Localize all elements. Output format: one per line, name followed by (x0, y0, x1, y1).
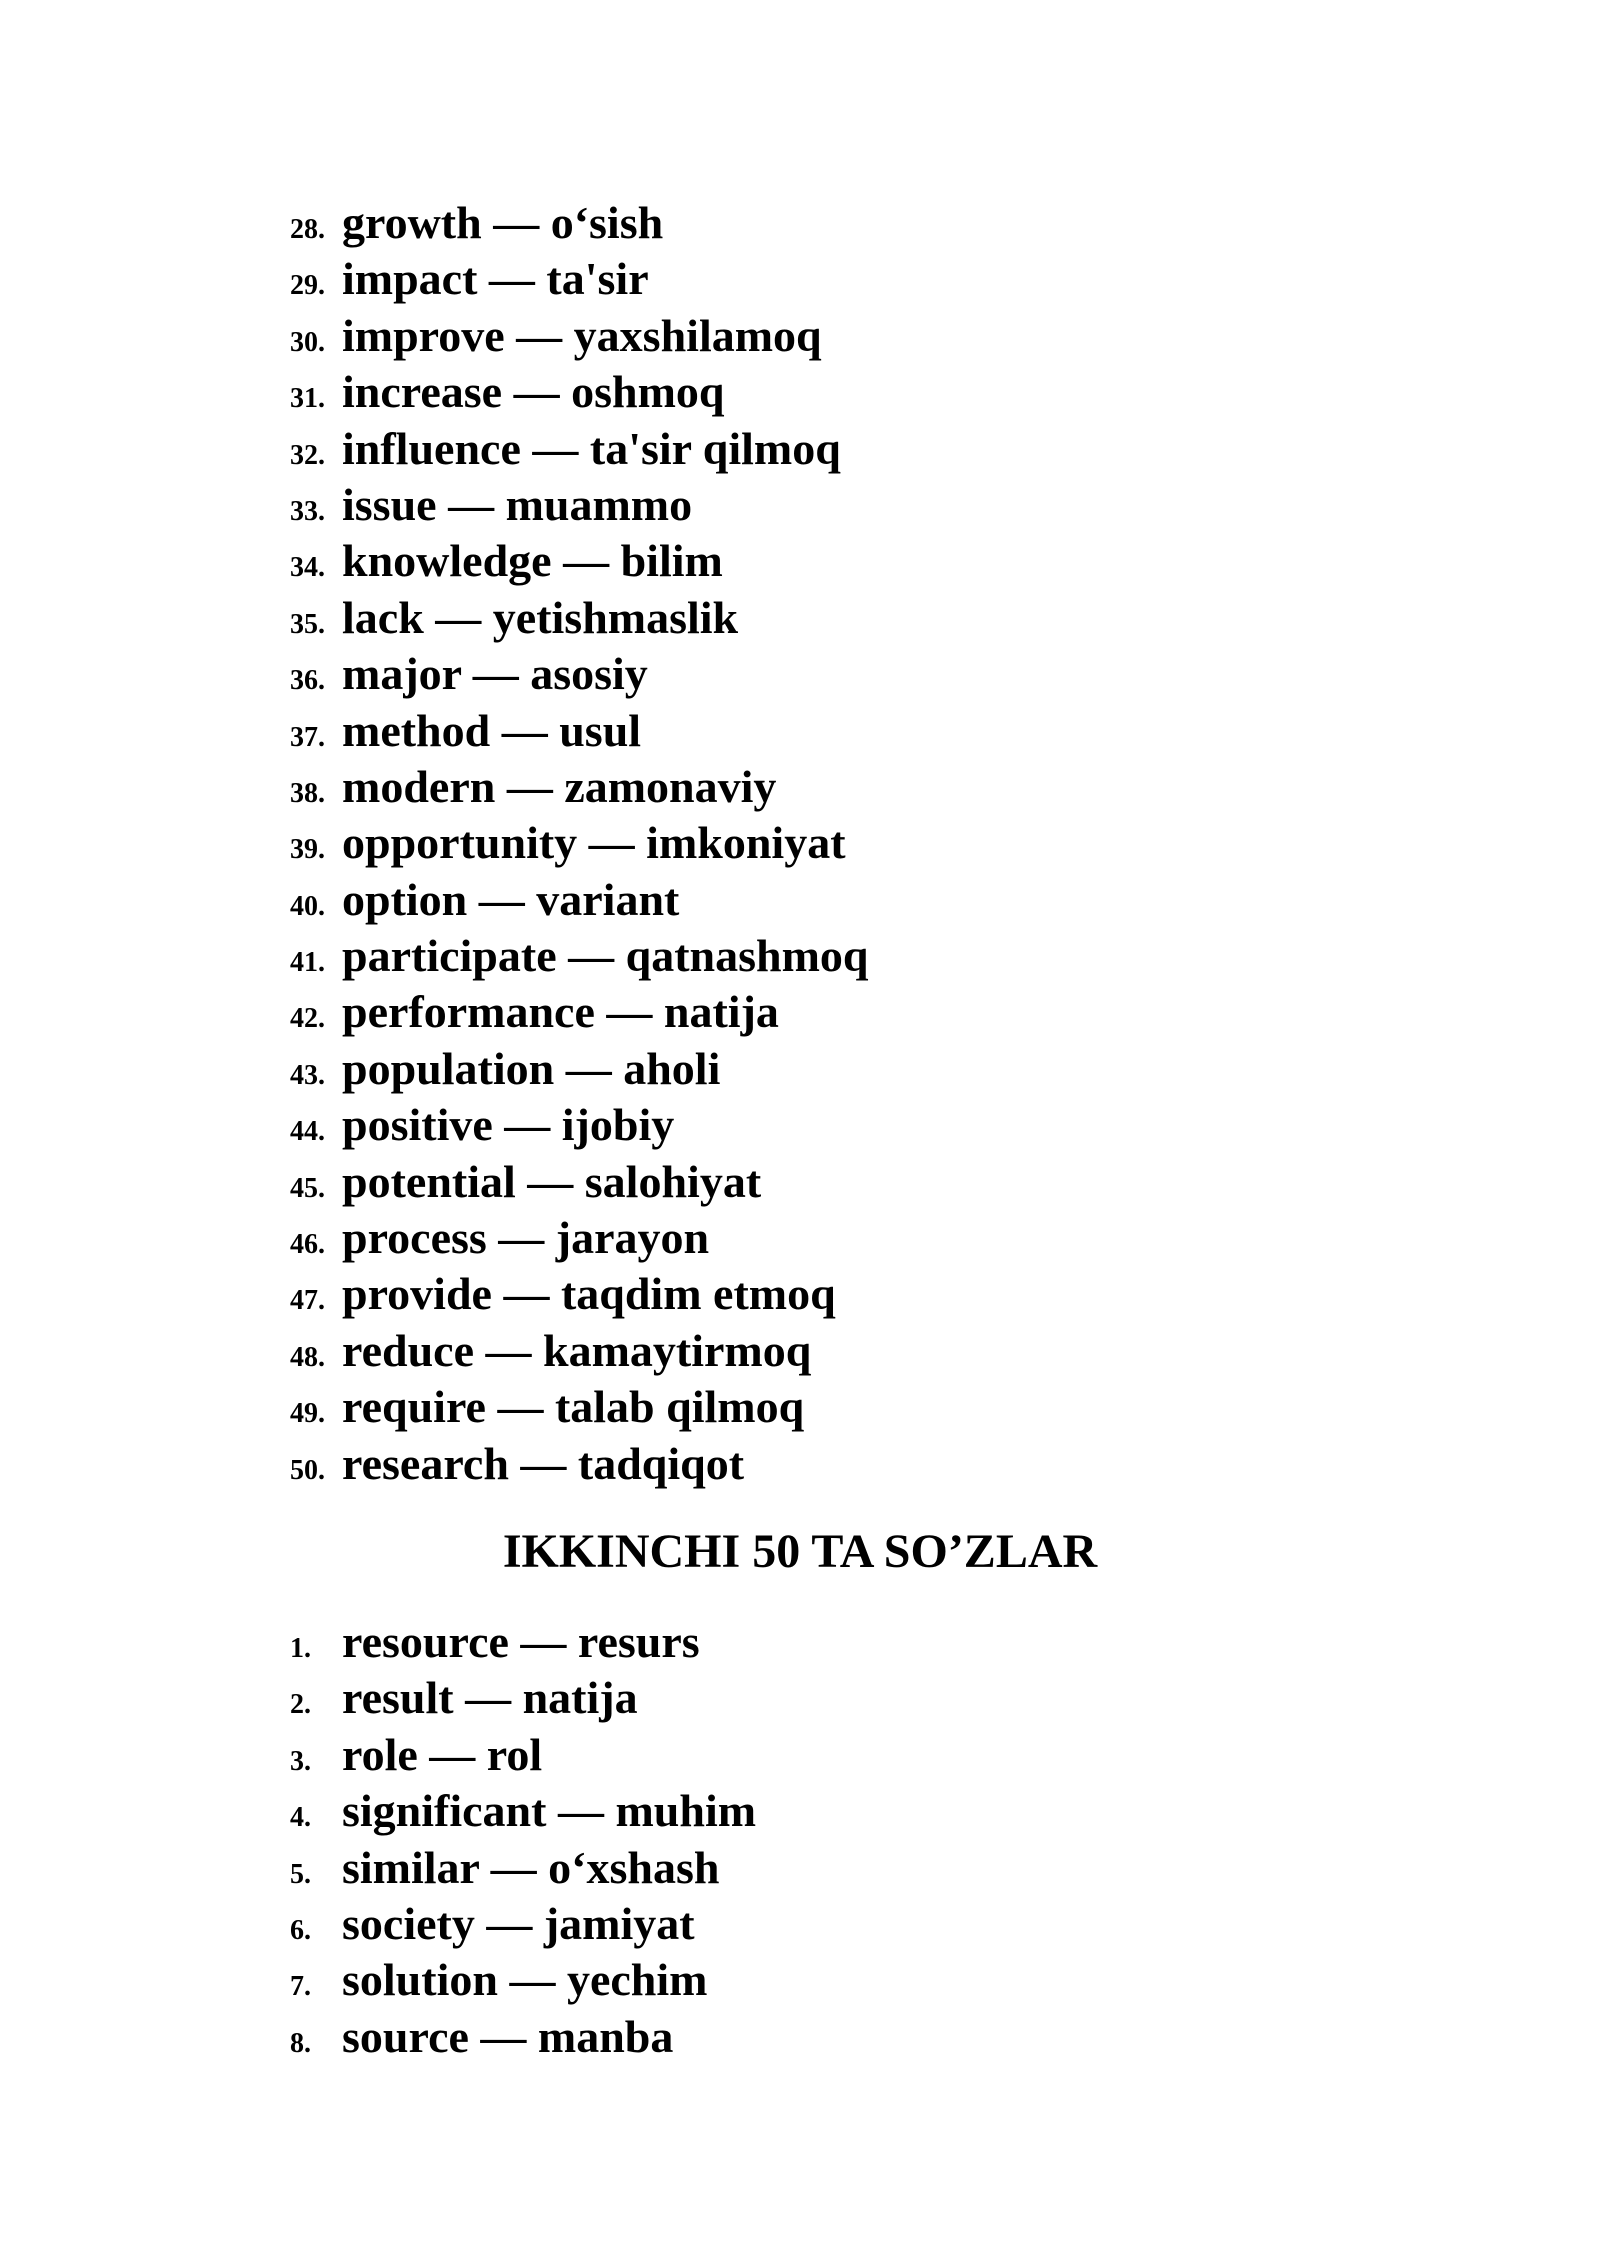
item-entry: reduce — kamaytirmoq (342, 1324, 812, 1376)
item-entry: role — rol (342, 1728, 543, 1780)
item-number: 38. (290, 777, 325, 809)
item-number: 30. (290, 326, 325, 358)
item-number: 31. (290, 383, 325, 415)
item-entry: similar — o‘xshash (342, 1841, 720, 1893)
item-entry: performance — natija (342, 986, 779, 1038)
item-number: 1. (290, 1633, 311, 1664)
list-item (290, 703, 868, 759)
item-number: 29. (290, 270, 325, 302)
list-item (290, 2009, 756, 2065)
list-item (290, 421, 868, 477)
item-entry: increase — oshmoq (342, 366, 725, 418)
item-entry: participate — qatnashmoq (342, 930, 869, 982)
item-number: 6. (290, 1914, 311, 1946)
list-item (290, 1041, 868, 1097)
list-item (290, 1614, 756, 1670)
item-entry: influence — ta'sir qilmoq (342, 422, 841, 474)
list-item (290, 1154, 868, 1210)
item-entry: modern — zamonaviy (342, 760, 777, 812)
vocabulary-list-second (290, 1614, 756, 2065)
item-number: 49. (290, 1398, 325, 1430)
list-item (290, 477, 868, 533)
item-entry: growth — o‘sish (342, 197, 664, 248)
item-entry: positive — ijobiy (342, 1099, 675, 1151)
list-item (290, 928, 868, 984)
list-item (290, 984, 868, 1040)
item-entry: opportunity — imkoniyat (342, 817, 846, 869)
item-number: 48. (290, 1341, 325, 1373)
item-entry: improve — yaxshilamoq (342, 309, 822, 361)
list-item (290, 251, 868, 307)
item-number: 3. (290, 1745, 311, 1777)
list-item (290, 1727, 756, 1783)
list-item (290, 1436, 868, 1492)
list-item (290, 815, 868, 871)
list-item (290, 308, 868, 364)
list-item (290, 195, 868, 251)
item-number: 47. (290, 1285, 325, 1317)
item-entry: process — jarayon (342, 1212, 710, 1264)
item-entry: option — variant (342, 873, 680, 925)
item-entry: require — talab qilmoq (342, 1381, 805, 1433)
list-item (290, 1670, 756, 1726)
item-entry: lack — yetishmaslik (342, 591, 739, 643)
list-item (290, 1840, 756, 1896)
item-entry: knowledge — bilim (342, 535, 723, 587)
list-item (290, 1896, 756, 1952)
item-entry: research — tadqiqot (342, 1437, 745, 1489)
item-number: 28. (290, 214, 325, 245)
item-entry: method — usul (342, 704, 642, 756)
list-item (290, 1266, 868, 1322)
list-item (290, 533, 868, 589)
item-number: 42. (290, 1003, 325, 1035)
item-number: 43. (290, 1059, 325, 1091)
item-number: 44. (290, 1116, 325, 1148)
item-number: 34. (290, 552, 325, 584)
list-item (290, 364, 868, 420)
item-number: 40. (290, 890, 325, 922)
item-number: 7. (290, 1971, 311, 2003)
list-item (290, 872, 868, 928)
item-number: 45. (290, 1172, 325, 1204)
item-number: 37. (290, 721, 325, 753)
item-number: 46. (290, 1229, 325, 1261)
item-entry: issue — muammo (342, 478, 693, 530)
list-item (290, 1952, 756, 2008)
list-item (290, 1210, 868, 1266)
list-item (290, 590, 868, 646)
list-item (290, 646, 868, 702)
item-entry: potential — salohiyat (342, 1155, 762, 1207)
list-item (290, 759, 868, 815)
item-number: 4. (290, 1802, 311, 1834)
item-entry: result — natija (342, 1672, 638, 1724)
item-number: 33. (290, 495, 325, 527)
item-entry: resource — resurs (342, 1616, 700, 1667)
item-number: 50. (290, 1454, 325, 1486)
item-entry: provide — taqdim etmoq (342, 1268, 836, 1320)
item-number: 39. (290, 834, 325, 866)
item-number: 8. (290, 2027, 311, 2059)
item-number: 35. (290, 608, 325, 640)
item-entry: society — jamiyat (342, 1897, 695, 1949)
item-number: 32. (290, 439, 325, 471)
item-entry: population — aholi (342, 1042, 721, 1094)
item-entry: solution — yechim (342, 1954, 708, 2006)
item-number: 5. (290, 1858, 311, 1890)
item-number: 41. (290, 947, 325, 979)
item-entry: source — manba (342, 2010, 674, 2062)
section-heading: IKKINCHI 50 TA SO’ZLAR (502, 1525, 1098, 1578)
list-item (290, 1097, 868, 1153)
item-entry: impact — ta'sir (342, 253, 649, 305)
item-number: 36. (290, 665, 325, 697)
list-item (290, 1323, 868, 1379)
vocabulary-list-first (290, 195, 868, 1492)
item-number: 2. (290, 1689, 311, 1721)
list-item (290, 1379, 868, 1435)
list-item (290, 1783, 756, 1839)
item-entry: major — asosiy (342, 648, 648, 700)
item-entry: significant — muhim (342, 1785, 757, 1837)
